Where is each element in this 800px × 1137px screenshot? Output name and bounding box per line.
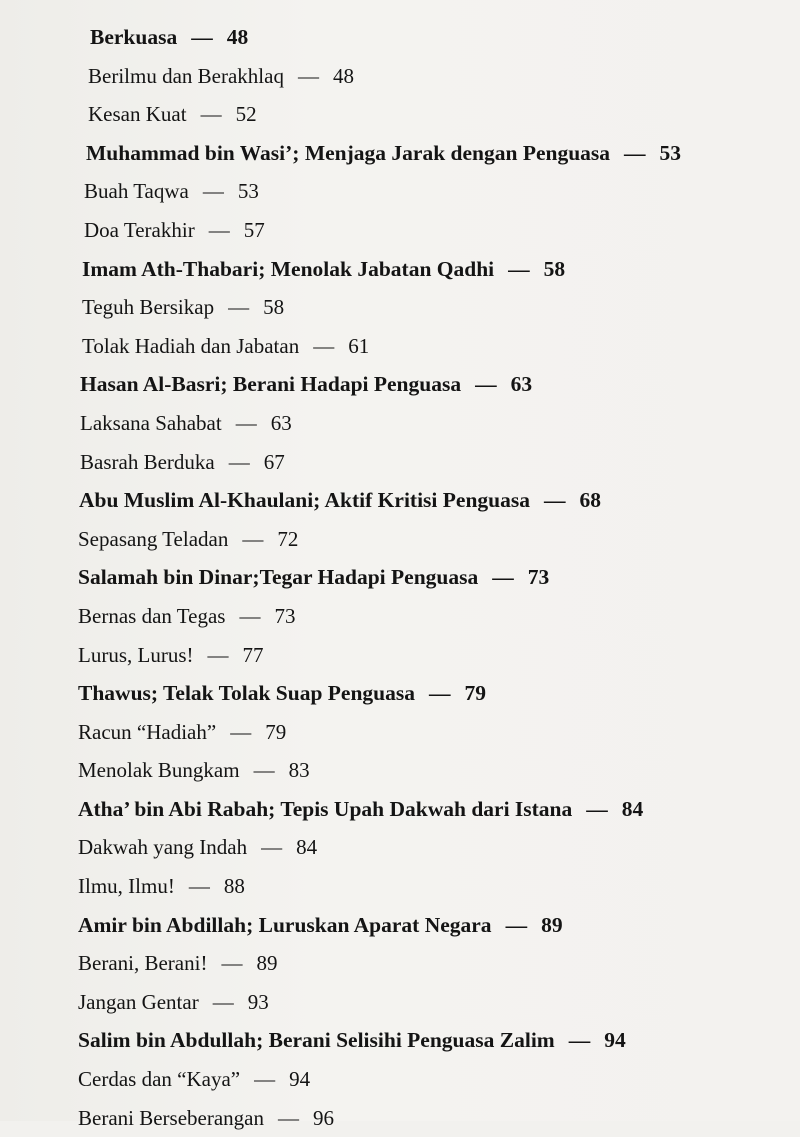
entry-dash: — (492, 565, 514, 590)
entry-page-number: 63 (270, 410, 292, 435)
toc-chapter-entry (78, 365, 778, 404)
toc-subsection-entry (78, 751, 778, 790)
entry-dash: — (200, 102, 222, 127)
entry-dash: — (313, 333, 335, 358)
entry-dash: — (586, 796, 608, 821)
toc-subsection-entry (78, 713, 778, 752)
entry-dash: — (202, 179, 224, 204)
entry-page-number: 72 (277, 526, 299, 551)
entry-title: Basrah Berduka (80, 449, 215, 474)
entry-dash: — (191, 25, 213, 49)
entry-title: Laksana Sahabat (80, 410, 222, 435)
entry-page-number: 58 (543, 256, 566, 281)
entry-title: Doa Terakhir (84, 217, 195, 242)
entry-title: Imam Ath-Thabari; Menolak Jabatan Qadhi (82, 256, 495, 281)
entry-page-number: 94 (604, 1028, 626, 1053)
entry-dash: — (253, 758, 275, 783)
toc-subsection-entry (78, 211, 778, 250)
toc-subsection-entry (78, 636, 778, 675)
toc-chapter-entry (78, 558, 778, 597)
entry-title: Teguh Bersikap (82, 295, 215, 320)
entry-dash: — (228, 449, 250, 474)
entry-page-number: 67 (263, 449, 285, 474)
entry-dash: — (543, 488, 566, 513)
entry-page-number: 84 (296, 835, 318, 860)
toc-subsection-entry (78, 867, 778, 906)
entry-dash: — (228, 295, 250, 320)
entry-page-number: 57 (243, 217, 265, 242)
entry-page-number: 48 (226, 25, 249, 49)
entry-page-number: 73 (274, 603, 296, 628)
toc-chapter-entry (78, 1021, 778, 1060)
entry-page-number: 53 (237, 179, 259, 204)
toc-subsection-entry (78, 57, 778, 96)
toc-chapter-entry (78, 250, 778, 289)
toc-subsection-entry (78, 95, 778, 134)
entry-dash: — (508, 256, 530, 281)
entry-dash: — (254, 1067, 276, 1092)
entry-page-number: 83 (288, 758, 310, 783)
entry-dash: — (235, 410, 257, 435)
entry-page-number: 79 (464, 681, 486, 706)
entry-title: Muhammad bin Wasi’; Menjaga Jarak dengan Penguasa (86, 140, 611, 165)
entry-dash: — (624, 140, 646, 165)
entry-page-number: 58 (263, 295, 285, 320)
entry-title: Racun “Hadiah” (78, 719, 217, 744)
entry-title: Sepasang Teladan (78, 526, 229, 551)
toc-subsection-entry (78, 1099, 778, 1137)
entry-dash: — (207, 642, 229, 667)
toc-chapter-entry (78, 674, 778, 713)
entry-dash: — (239, 603, 261, 628)
entry-page-number: 63 (510, 372, 533, 397)
toc-subsection-entry (78, 828, 778, 867)
entry-title: Berani Berseberangan (78, 1105, 264, 1130)
entry-dash: — (505, 912, 528, 937)
entry-page-number: 89 (541, 912, 563, 937)
entry-dash: — (188, 874, 210, 899)
entry-title: Dakwah yang Indah (78, 835, 248, 860)
entry-page-number: 73 (527, 565, 550, 590)
entry-page-number: 52 (235, 102, 257, 127)
entry-page-number: 61 (348, 333, 370, 358)
entry-title: Abu Muslim Al-Khaulani; Aktif Kritisi Penguasa (79, 488, 530, 513)
entry-dash: — (261, 835, 283, 860)
entry-page-number: 94 (289, 1067, 311, 1092)
entry-page-number: 77 (242, 642, 264, 667)
entry-page-number: 79 (265, 719, 287, 744)
toc-subsection-entry (78, 443, 778, 482)
entry-page-number: 84 (621, 796, 644, 821)
entry-title: Buah Taqwa (84, 179, 189, 204)
toc-subsection-entry (78, 327, 778, 366)
toc-chapter-entry (78, 906, 778, 945)
entry-page-number: 88 (223, 874, 245, 899)
toc-chapter-entry (78, 481, 778, 520)
toc-subsection-entry (78, 172, 778, 211)
entry-title: Tolak Hadiah dan Jabatan (82, 333, 300, 358)
entry-title: Lurus, Lurus! (78, 642, 194, 667)
entry-title: Hasan Al-Basri; Berani Hadapi Penguasa (80, 372, 462, 397)
entry-dash: — (208, 217, 230, 242)
entry-dash: — (230, 719, 252, 744)
entry-title: Salamah bin Dinar;Tegar Hadapi Penguasa (78, 565, 479, 590)
toc-chapter-entry (78, 134, 778, 173)
entry-title: Ilmu, Ilmu! (78, 874, 175, 899)
toc-subsection-entry (78, 520, 778, 559)
entry-title: Jangan Gentar (78, 989, 199, 1014)
toc-subsection-entry (78, 597, 778, 636)
toc-subsection-entry (78, 288, 778, 327)
toc-subsection-entry (78, 404, 778, 443)
toc-subsection-entry (78, 1060, 778, 1099)
entry-title: Berkuasa (90, 25, 178, 49)
entry-page-number: 68 (579, 488, 601, 513)
entry-title: Berani, Berani! (78, 951, 208, 976)
entry-title: Bernas dan Tegas (78, 603, 226, 628)
entry-dash: — (221, 951, 243, 976)
entry-title: Amir bin Abdillah; Luruskan Aparat Negara (78, 912, 492, 937)
toc-chapter-entry (78, 18, 778, 57)
entry-title: Salim bin Abdullah; Berani Selisihi Penguasa Zalim (78, 1028, 555, 1053)
entry-title: Thawus; Telak Tolak Suap Penguasa (78, 681, 415, 706)
entry-page-number: 93 (247, 989, 269, 1014)
entry-dash: — (475, 372, 497, 397)
entry-title: Cerdas dan “Kaya” (78, 1067, 241, 1092)
entry-dash: — (568, 1028, 591, 1053)
entry-title: Berilmu dan Berakhlaq (88, 63, 284, 88)
entry-title: Atha’ bin Abi Rabah; Tepis Upah Dakwah dari Istana (78, 796, 573, 821)
entry-title: Kesan Kuat (88, 102, 187, 127)
entry-page-number: 48 (332, 63, 354, 88)
entry-title: Menolak Bungkam (78, 758, 240, 783)
toc-subsection-entry (78, 983, 778, 1022)
table-of-contents (78, 18, 778, 1137)
entry-dash: — (212, 989, 234, 1014)
toc-chapter-entry (78, 790, 778, 829)
entry-dash: — (429, 681, 451, 706)
entry-dash: — (278, 1105, 299, 1130)
entry-dash: — (297, 63, 319, 88)
entry-page-number: 96 (313, 1105, 334, 1130)
entry-page-number: 53 (659, 140, 682, 165)
entry-dash: — (242, 526, 264, 551)
toc-subsection-entry (78, 944, 778, 983)
entry-page-number: 89 (256, 951, 278, 976)
